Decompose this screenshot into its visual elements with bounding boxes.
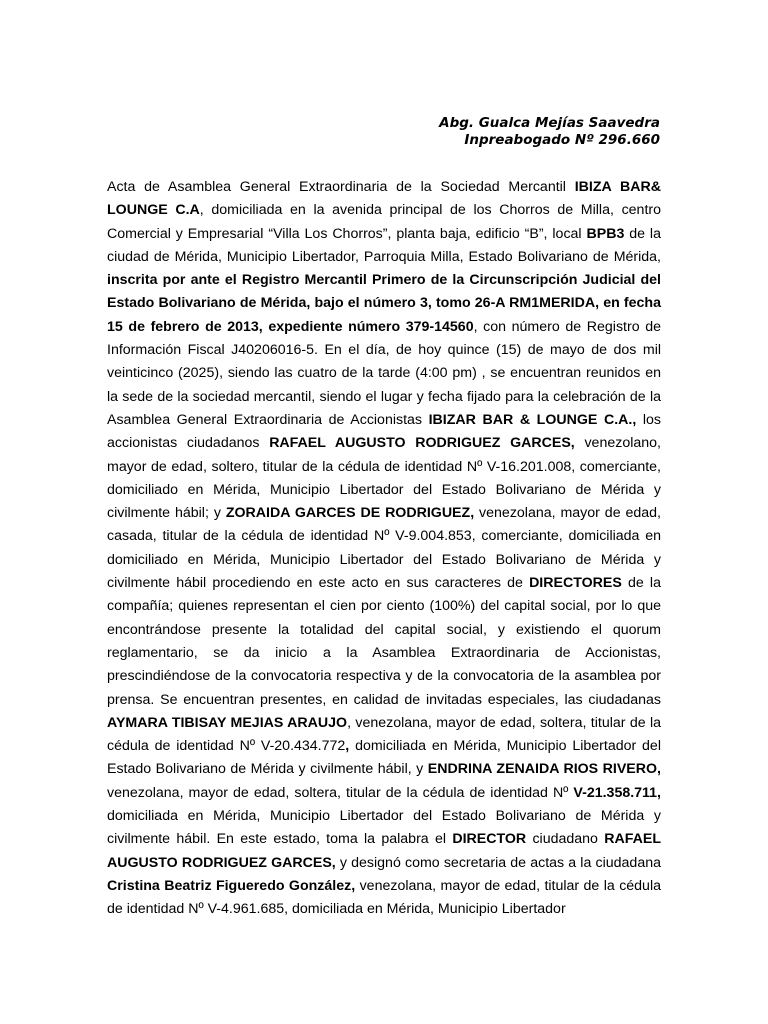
bold-text-segment: RAFAEL AUGUSTO RODRIGUEZ GARCES,	[107, 831, 661, 871]
lawyer-license: Inpreabogado Nº 296.660	[464, 131, 660, 148]
bold-text-segment: ,	[345, 738, 350, 755]
bold-text-segment: inscrita por ante el Registro Mercantil Primero de la Circunscripción Judicial del Estado Bolivariano de Mérida, bajo el número 3, tomo 26-A RM1MERIDA, en fecha 15 de febrero de 2013, expediente número 379-14560	[107, 272, 661, 335]
text-segment: venezolano, mayor de edad, soltero, titular de la cédula de identidad Nº V-16.201.008, comerciante, domiciliado en Mérida, Municipio Libertador del Estado Bolivariano de Mérida y civilmente hábil; y	[107, 435, 661, 522]
bold-text-segment: ZORAIDA GARCES DE RODRIGUEZ,	[225, 505, 475, 522]
text-segment: venezolana, mayor de edad, titular de la cédula de identidad Nº V-4.961.685, domiciliada en Mérida, Municipio Libertador	[107, 877, 661, 918]
text-segment: domiciliada en Mérida, Municipio Libertador del Estado Bolivariano de Mérida y civilmente hábil, y	[107, 738, 661, 778]
bold-text-segment: V-21.358.711,	[573, 784, 661, 801]
bold-text-segment: IBIZA BAR& LOUNGE C.A	[107, 179, 662, 219]
bold-text-segment: ENDRINA ZENAIDA RIOS RIVERO,	[427, 761, 661, 778]
letterhead	[439, 115, 660, 148]
lawyer-name: Abg. Gualca Mejías Saavedra	[439, 115, 660, 131]
text-segment: venezolana, mayor de edad, soltera, titular de la cédula de identidad Nº	[107, 784, 574, 801]
bold-text-segment: DIRECTORES	[529, 575, 622, 592]
bold-text-segment: AYMARA TIBISAY MEJIAS ARAUJO	[107, 714, 348, 731]
text-segment: los accionistas ciudadanos	[107, 411, 662, 452]
bold-text-segment: RAFAEL AUGUSTO RODRIGUEZ GARCES,	[269, 435, 575, 452]
text-segment: de la ciudad de Mérida, Municipio Libertador, Parroquia Milla, Estado Bolivariano de Mérida,	[107, 225, 661, 265]
text-segment: domiciliada en Mérida, Municipio Libertador del Estado Bolivariano de Mérida y civilmente hábil. En este estado, toma la palabra el	[107, 808, 661, 848]
bold-text-segment: DIRECTOR	[452, 831, 527, 848]
bold-text-segment: IBIZAR BAR & LOUNGE C.A.,	[428, 411, 637, 428]
bold-text-segment: Cristina Beatriz Figueredo González,	[107, 877, 356, 894]
act-paragraph	[107, 176, 661, 922]
text-segment: venezolana, mayor de edad, casada, titular de la cédula de identidad Nº V-9.004.853, comerciante, domiciliada en domiciliado en Mérida, Municipio Libertador del Estado Bolivariano de Mérida y civilmente hábil procediendo en este acto en sus caracteres de	[107, 505, 661, 592]
text-segment: , con número de Registro de Información Fiscal J40206016-5. En el día, de hoy quince (15) de mayo de dos mil veinticinco (2025), siendo las cuatro de la tarde (4:00 pm) , se encuentran reunidos en la sede de la sociedad mercantil, siendo el lugar y fecha fijado para la celebración de la Asamblea General Extraordinaria de Accionistas	[107, 318, 661, 428]
text-segment: Acta de Asamblea General Extraordinaria de la Sociedad Mercantil	[107, 179, 575, 195]
text-segment: , domiciliada en la avenida principal de los Chorros de Milla, centro Comercial y Empresarial “Villa Los Chorros”, planta baja, edificio “B”, local	[107, 202, 661, 242]
text-segment: y designó como secretaria de actas a la ciudadana	[335, 854, 661, 871]
text-segment: de la compañía; quienes representan el cien por ciento (100%) del capital social, por lo que encontrándose presente la totalidad del capital social, y existiendo el quorum reglamentario, se da inicio a la Asamblea Extraordinaria de Accionistas, prescindiéndose de la convocatoria respectiva y de la convocatoria de la asamblea por prensa. Se encuentran presentes, en calidad de invitadas especiales, las ciudadanas	[107, 575, 661, 708]
text-segment: , venezolana, mayor de edad, soltera, titular de la cédula de identidad Nº V-20.434.772	[107, 714, 662, 755]
text-segment: ciudadano	[526, 831, 605, 848]
bold-text-segment: BPB3	[586, 225, 625, 242]
